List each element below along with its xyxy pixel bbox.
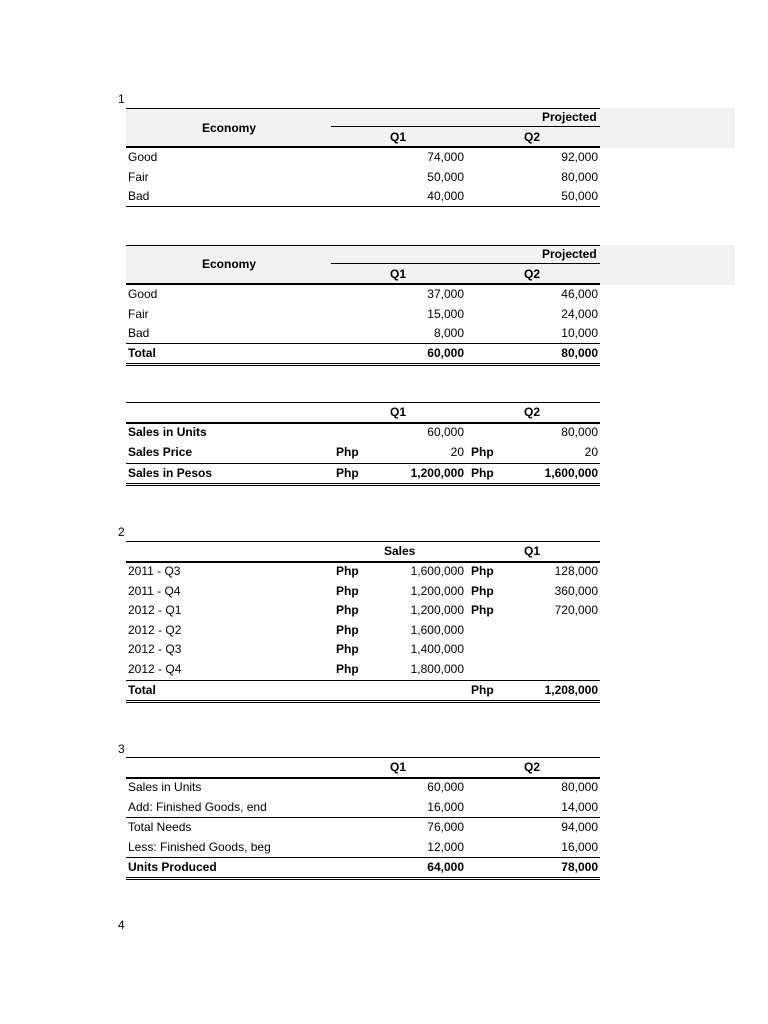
row-label: 2012 - Q2	[128, 622, 182, 637]
row-label: Good	[128, 150, 158, 164]
row-value-sales: 1,400,000	[410, 642, 464, 657]
row-label: Less: Finished Goods, beg	[128, 839, 271, 854]
row-value-q1: 40,000	[427, 189, 464, 204]
currency-label: Php	[336, 622, 359, 637]
table-row	[126, 187, 600, 207]
header-q2: Q2	[524, 130, 541, 144]
row-label: 2012 - Q1	[128, 603, 182, 618]
currency-label: Php	[471, 466, 494, 480]
header-projected: Projected	[542, 110, 597, 124]
currency-label: Php	[471, 603, 494, 618]
header-sales: Sales	[384, 544, 416, 558]
currency-label: Php	[336, 642, 359, 657]
table-row	[126, 621, 600, 641]
currency-label: Php	[471, 683, 494, 697]
total-value-q1: 1,200,000	[410, 466, 464, 480]
header-q1: Q1	[390, 760, 407, 774]
table-row	[126, 148, 600, 168]
row-label: 2011 - Q3	[128, 564, 181, 578]
currency-label: Php	[336, 583, 359, 598]
table-row	[126, 423, 600, 443]
table-row	[126, 838, 600, 858]
row-value-q1: 50,000	[427, 169, 464, 184]
header-q1: Q1	[390, 130, 407, 144]
table-row	[126, 601, 600, 621]
header-q1: Q1	[390, 405, 407, 419]
row-value-q1: 12,000	[427, 839, 464, 854]
row-value-q1: 360,000	[554, 583, 598, 598]
total-value-q1: 60,000	[427, 346, 464, 360]
header-q1: Q1	[524, 544, 541, 558]
row-value-q1: 15,000	[427, 306, 464, 321]
total-value-q2: 80,000	[561, 346, 598, 360]
row-value-q1: 37,000	[427, 287, 464, 301]
row-value-q2: 80,000	[561, 425, 598, 439]
row-label: Sales in Units	[128, 425, 207, 439]
header-q2: Q2	[524, 405, 541, 419]
table-row	[126, 562, 600, 582]
table-row	[126, 640, 600, 660]
table-row	[126, 324, 600, 344]
row-label: Bad	[128, 326, 150, 341]
header-q2: Q2	[524, 267, 541, 281]
row-value-q2: 14,000	[561, 799, 598, 814]
total-label: Sales in Pesos	[128, 466, 213, 480]
table-row	[126, 168, 600, 188]
currency-label: Php	[471, 564, 494, 578]
row-value-q2: 80,000	[561, 780, 598, 794]
row-value-sales: 1,800,000	[410, 661, 464, 676]
table-row	[126, 818, 600, 838]
row-value-q1: 74,000	[427, 150, 464, 164]
header-projected: Projected	[542, 247, 597, 261]
row-value-q2: 80,000	[561, 169, 598, 184]
row-value-q2: 24,000	[561, 306, 598, 321]
total-value-q2: 78,000	[561, 860, 598, 874]
total-value-q1: 1,208,000	[544, 683, 598, 697]
currency-label: Php	[336, 661, 359, 676]
total-row	[126, 464, 600, 484]
row-value-sales: 1,200,000	[410, 583, 464, 598]
row-value-q2: 50,000	[561, 189, 598, 204]
total-label: Units Produced	[128, 860, 217, 874]
row-value-q2: 16,000	[561, 839, 598, 854]
row-value-q1: 76,000	[427, 820, 464, 834]
currency-label: Php	[471, 444, 494, 459]
total-row	[126, 344, 600, 364]
row-value-q1: 720,000	[554, 603, 598, 618]
table-row	[126, 798, 600, 818]
row-label: Fair	[128, 169, 149, 184]
row-label: Sales Price	[128, 444, 193, 459]
row-value-q1: 8,000	[433, 326, 464, 341]
row-value-q2: 20	[584, 444, 598, 459]
row-label: Good	[128, 287, 158, 301]
row-label: Add: Finished Goods, end	[128, 799, 267, 814]
total-label: Total	[128, 346, 156, 360]
row-label: Sales in Units	[128, 780, 202, 794]
row-value-q2: 46,000	[561, 287, 598, 301]
table-row	[126, 305, 600, 325]
row-value-q2: 92,000	[561, 150, 598, 164]
header-economy: Economy	[202, 257, 257, 271]
section-number-3: 3	[118, 742, 125, 756]
row-value-q1: 128,000	[554, 564, 598, 578]
table-row	[126, 285, 600, 305]
currency-label: Php	[336, 603, 359, 618]
table-row	[126, 778, 600, 798]
total-row	[126, 858, 600, 878]
row-label: 2012 - Q3	[128, 642, 182, 657]
row-label: Bad	[128, 189, 150, 204]
row-value-sales: 1,200,000	[410, 603, 464, 618]
row-label: 2011 - Q4	[128, 583, 181, 598]
row-value-q2: 94,000	[561, 820, 598, 834]
total-label: Total	[128, 683, 156, 697]
row-label: Fair	[128, 306, 149, 321]
row-value-q1: 16,000	[427, 799, 464, 814]
table-row	[126, 582, 600, 602]
header-economy: Economy	[202, 121, 257, 135]
row-value-q1: 20	[450, 444, 464, 459]
section-number-4: 4	[118, 918, 125, 932]
header-q2: Q2	[524, 760, 541, 774]
row-label: 2012 - Q4	[128, 661, 182, 676]
currency-label: Php	[336, 466, 359, 480]
row-value-q2: 10,000	[561, 326, 598, 341]
row-value-q1: 60,000	[427, 425, 464, 439]
row-value-sales: 1,600,000	[410, 564, 464, 578]
row-value-sales: 1,600,000	[410, 622, 464, 637]
row-label: Total Needs	[128, 820, 192, 834]
total-value-q1: 64,000	[427, 860, 464, 874]
currency-label: Php	[336, 564, 359, 578]
table-row	[126, 660, 600, 680]
row-value-q1: 60,000	[427, 780, 464, 794]
table-row	[126, 443, 600, 463]
section-number-1: 1	[118, 92, 125, 106]
currency-label: Php	[471, 583, 494, 598]
section-number-2: 2	[118, 525, 125, 539]
header-q1: Q1	[390, 267, 407, 281]
total-row	[126, 681, 600, 701]
currency-label: Php	[336, 444, 359, 459]
total-value-q2: 1,600,000	[544, 466, 598, 480]
